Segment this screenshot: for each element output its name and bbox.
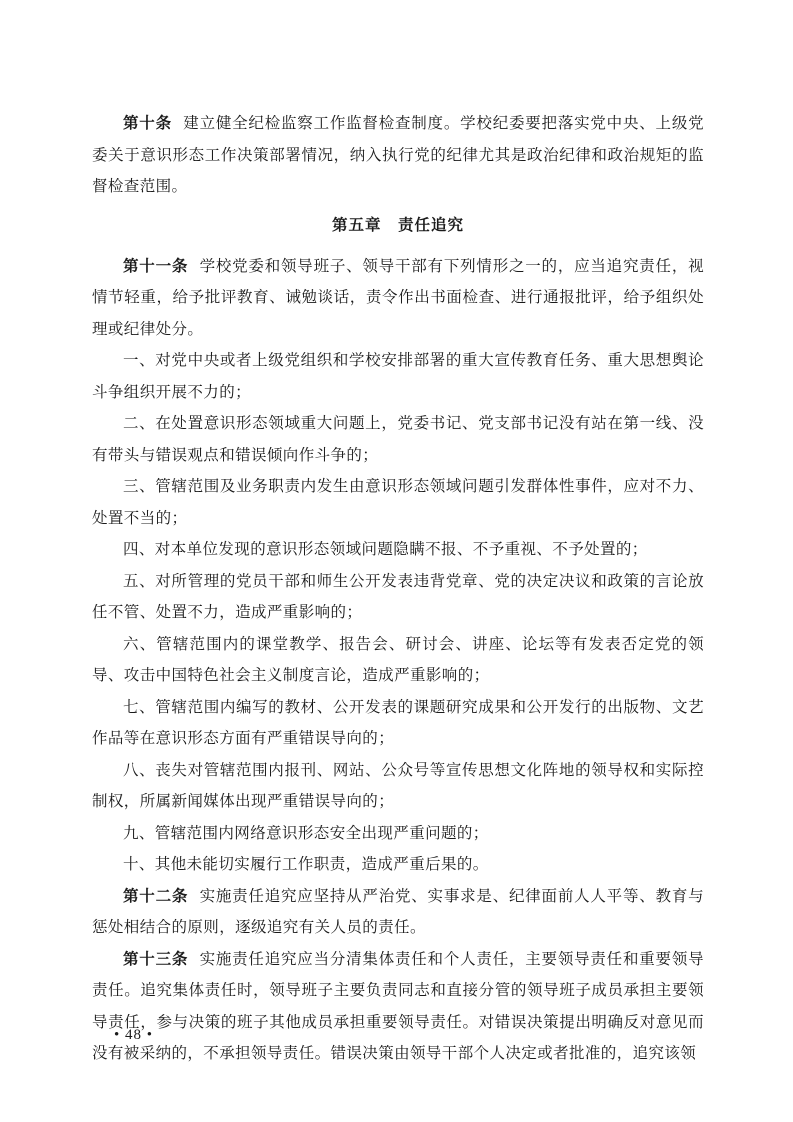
- list-item: 二、在处置意识形态领域重大问题上，党委书记、党支部书记没有站在第一线、没有带头与错误观点和错误倾向作斗争的；: [92, 414, 704, 464]
- list-item: 五、对所管理的党员干部和师生公开发表违背党章、党的决定决议和政策的言论放任不管、处置不力，造成严重影响的；: [92, 571, 704, 621]
- article-12-label: 第十二条: [123, 886, 189, 905]
- list-item: 六、管辖范围内的课堂教学、报告会、研讨会、讲座、论坛等有发表否定党的领导、攻击中国特色社会主义制度言论，造成严重影响的；: [92, 634, 704, 684]
- list-item: 七、管辖范围内编写的教材、公开发表的课题研究成果和公开发行的出版物、文艺作品等在意识形态方面有严重错误导向的；: [92, 697, 704, 747]
- article-12: [92, 881, 704, 944]
- article-13-text: 实施责任追究应当分清集体责任和个人责任，主要领导责任和重要领导责任。追究集体责任时，领导班子主要负责同志和直接分管的领导班子成员承担主要领导责任，参与决策的班子其他成员承担重要领导责任。对错误决策提出明确反对意见而没有被采纳的，不承担领导责任。错误决策由领导干部个人决定或者批准的，追究该领: [92, 949, 705, 1062]
- article-12-text: 实施责任追究应坚持从严治党、实事求是、纪律面前人人平等、教育与惩处相结合的原则，逐级追究有关人员的责任。: [92, 886, 705, 936]
- article-11-label: 第十一条: [123, 256, 189, 275]
- list-item: 九、管辖范围内网络意识形态安全出现严重问题的；: [123, 823, 489, 842]
- article-11: [92, 251, 704, 346]
- article-13: [92, 944, 704, 1070]
- page-number: • 48 •: [114, 1027, 154, 1043]
- list-item: 一、对党中央或者上级党组织和学校安排部署的重大宣传教育任务、重大思想舆论斗争组织开展不力的；: [92, 351, 704, 401]
- list-item: 十、其他未能切实履行工作职责，造成严重后果的。: [123, 855, 489, 873]
- list-item: 四、对本单位发现的意识形态领域问题隐瞒不报、不予重视、不予处置的；: [123, 540, 648, 558]
- list-item: 三、管辖范围及业务职责内发生由意识形态领域问题引发群体性事件，应对不力、处置不当的；: [92, 477, 704, 527]
- document-body: [92, 108, 704, 1070]
- chapter-title: 第五章 责任追究: [331, 215, 464, 234]
- article-13-label: 第十三条: [123, 949, 189, 968]
- article-10-text: 建立健全纪检监察工作监督检查制度。学校纪委要把落实党中央、上级党委关于意识形态工作决策部署情况，纳入执行党的纪律尤其是政治纪律和政治规矩的监督检查范围。: [92, 114, 705, 195]
- article-10-label: 第十条: [123, 114, 172, 132]
- article-11-text: 学校党委和领导班子、领导干部有下列情形之一的，应当追究责任，视情节轻重，给予批评教育、诫勉谈话，责令作出书面检查、进行通报批评，给予组织处理或纪律处分。: [92, 256, 705, 338]
- list-item: 八、丧失对管辖范围内报刊、网站、公众号等宣传思想文化阵地的领导权和实际控制权，所属新闻媒体出现严重错误导向的；: [92, 760, 704, 810]
- article-10: [92, 108, 704, 203]
